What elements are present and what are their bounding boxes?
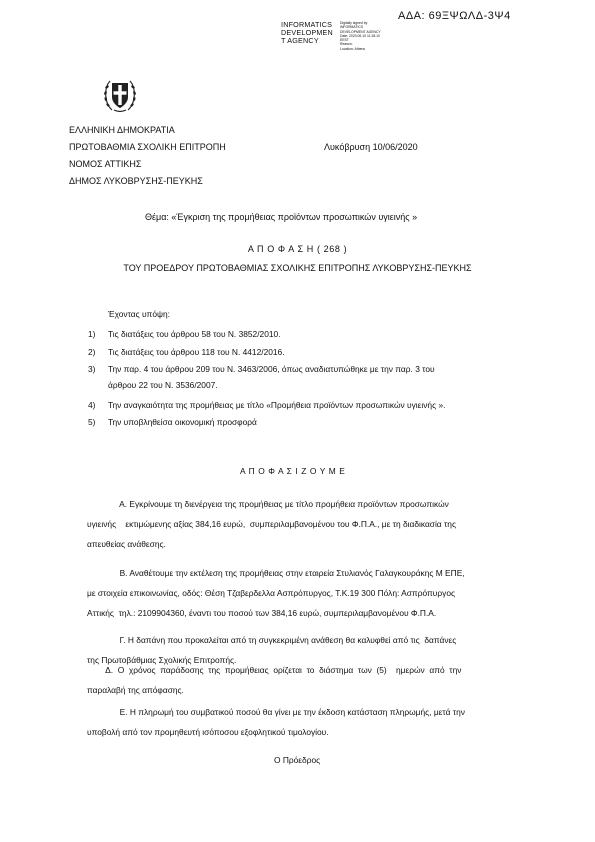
signature-detail-line: Location: Athens <box>340 46 366 51</box>
considering-heading: Έχοντας υπόψη: <box>108 309 170 319</box>
paragraph-line: παραλαβή της απόφασης. <box>87 685 184 695</box>
list-item-number: 2) <box>88 347 96 357</box>
president-signature: Ο Πρόεδρος <box>274 755 321 765</box>
list-item-text: Την παρ. 4 του άρθρου 209 του Ν. 3463/2006, όπως αναδιατυπώθηκε με την παρ. 3 του <box>108 364 435 374</box>
sender-line-prefecture: ΝΟΜΟΣ ΑΤΤΙΚΗΣ <box>69 159 142 169</box>
signature-details <box>340 21 381 51</box>
paragraph-e <box>87 702 512 742</box>
sender-line-municipality: ΔΗΜΟΣ ΛΥΚΟΒΡΥΣΗΣ-ΠΕΥΚΗΣ <box>69 176 203 186</box>
we-decide-heading: Α Π Ο Φ Α Σ Ι Ζ Ο Υ Μ Ε <box>240 466 346 476</box>
paragraph-line: της Πρωτοβάθμιας Σχολικής Επιτροπής. <box>87 655 237 665</box>
place-date: Λυκόβρυση 10/06/2020 <box>324 142 418 152</box>
signature-detail-line: EEST <box>340 38 349 43</box>
list-item-text: Τις διατάξεις του άρθρου 118 του Ν. 4412/2016. <box>108 347 285 357</box>
paragraph-line: Β. Αναθέτουμε την εκτέλεση της προμήθειας στην εταιρεία Στυλιανός Γαλαγκουράκης Μ ΕΠΕ, <box>87 568 465 578</box>
paragraph-line: Αττικής τηλ.: 2109904360, έναντι του ποσού των 384,16 ευρώ, συμπεριλαμβανομένου Φ.Π.Α. <box>87 608 437 618</box>
signer-name-line: INFORMATICS <box>281 20 333 29</box>
coat-of-arms-icon <box>100 75 140 115</box>
paragraph-line: Γ. Η δαπάνη που προκαλείται από τη συγκεκριμένη ανάθεση θα καλυφθεί από τις δαπάνες <box>87 635 457 645</box>
paragraph-line: Ε. Η πληρωμή του συμβατικού ποσού θα γίνει με την έκδοση κατάσταση πληρωμής, μετά την <box>87 707 465 717</box>
paragraph-b <box>87 563 512 623</box>
list-item-number: 4) <box>88 400 96 410</box>
subject-line: Θέμα: «Έγκριση της προμήθειας προϊόντων προσωπικών υγιεινής » <box>145 212 418 222</box>
signature-detail-line: Reason: <box>340 42 353 47</box>
signature-detail-line: Digitally signed by <box>340 21 368 25</box>
signer-name <box>281 21 333 44</box>
paragraph-line: με στοιχεία επικοινωνίας, οδός: Θέση Τζαβερδελλα Ασπρόπυργος, Τ.Κ.19 300 Πόλη: Ασπρόπυργος <box>87 588 456 598</box>
list-item-text: Τις διατάξεις του άρθρου 58 του Ν. 3852/2010. <box>108 329 281 339</box>
signature-detail-line: DEVELOPMENT AGENCY <box>340 29 381 34</box>
list-item-text: Την υποβληθείσα οικονομική προσφορά <box>108 417 257 427</box>
decision-subtitle: ΤΟΥ ΠΡΟΕΔΡΟΥ ΠΡΩΤΟΒΑΘΜΙΑΣ ΣΧΟΛΙΚΗΣ ΕΠΙΤΡΟΠΗΣ ΛΥΚΟΒΡΥΣΗΣ-ΠΕΥΚΗΣ <box>123 263 472 273</box>
list-item-number: 1) <box>88 329 96 339</box>
signature-detail-line: INFORMATICS <box>340 25 364 30</box>
signature-detail-line: Date: 2020.06.10 11:18:10 <box>340 33 380 38</box>
paragraph-line: Δ. Ο χρόνος παράδοσης της προμήθειας ορίζεται το διάστημα των (5) ημερών από την <box>87 665 462 675</box>
paragraph-line: Α. Εγκρίνουμε τη διενέργεια της προμήθειας με τίτλο προμήθεια προϊόντων προσωπικών <box>87 499 449 509</box>
sender-line-committee: ΠΡΩΤΟΒΑΘΜΙΑ ΣΧΟΛΙΚΗ ΕΠΙΤΡΟΠΗ <box>69 142 226 152</box>
signer-name-line: DEVELOPMEN <box>281 27 333 37</box>
list-item-number: 5) <box>88 417 96 427</box>
list-item-text-continued: άρθρου 22 του Ν. 3536/2007. <box>108 380 218 390</box>
paragraph-line: απευθείας ανάθεσης. <box>87 539 166 549</box>
paragraph-d <box>87 660 512 700</box>
paragraph-line: υποβολή από τον προμηθευτή ισόποσου εξοφλητικού τιμολογίου. <box>87 727 329 737</box>
ada-code: ΑΔΑ: 69ΞΨΩΛΔ-3Ψ4 <box>398 10 511 22</box>
decision-title: Α Π Ο Φ Α Σ Η ( 268 ) <box>247 244 348 254</box>
list-item-text: Την αναγκαιότητα της προμήθειας με τίτλο «Προμήθεια προϊόντων προσωπικών υγιεινής ». <box>108 400 446 410</box>
signer-name-line: T AGENCY <box>281 35 319 45</box>
list-item-number: 3) <box>88 364 96 374</box>
paragraph-a <box>87 494 512 554</box>
paragraph-line: υγιεινής εκτιμώμενης αξίας 384,16 ευρώ, συμπεριλαμβανομένου του Φ.Π.Α., με τη διαδικασία της <box>87 519 456 529</box>
sender-line-republic: ΕΛΛΗΝΙΚΗ ΔΗΜΟΚΡΑΤΙΑ <box>69 125 175 135</box>
